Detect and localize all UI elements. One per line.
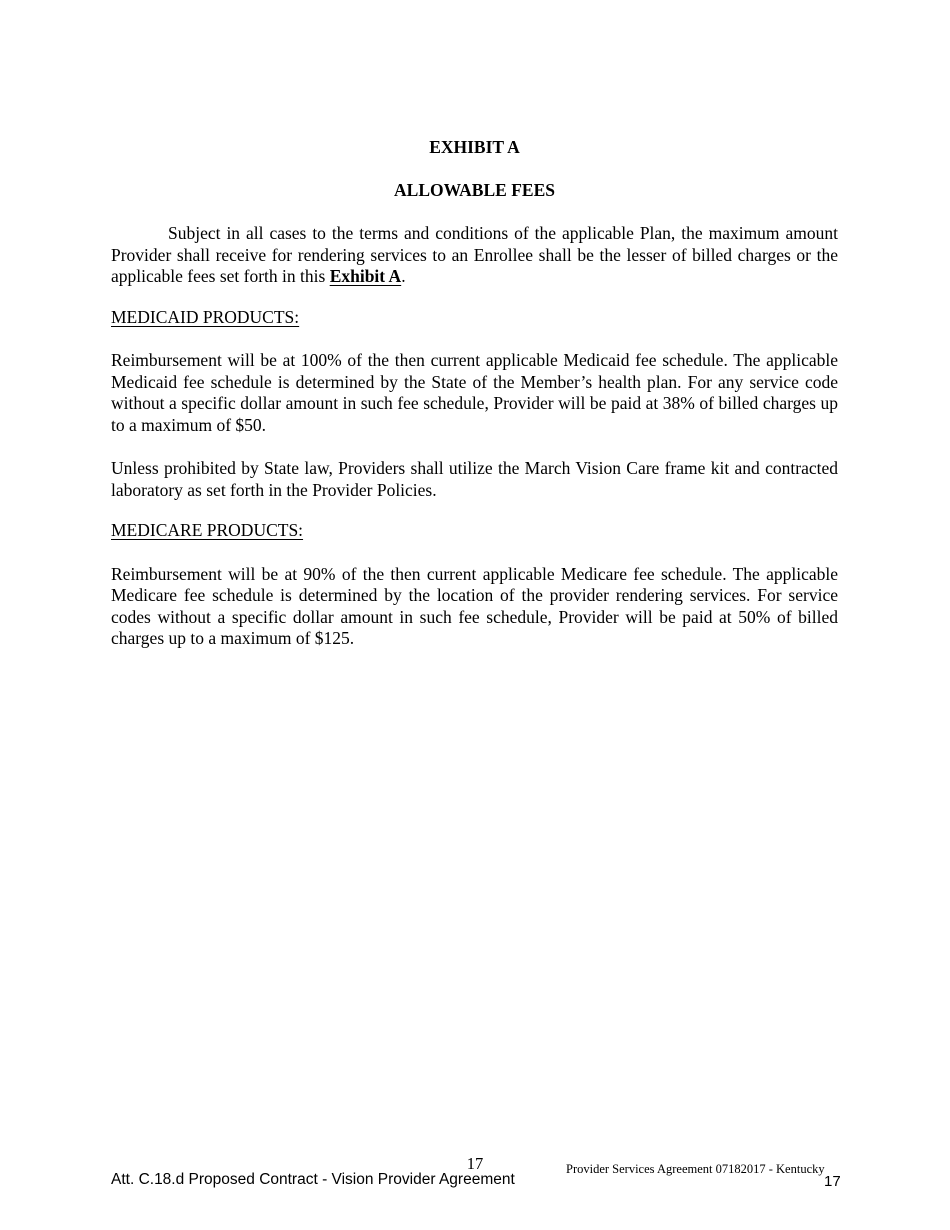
medicaid-paragraph-reimbursement: Reimbursement will be at 100% of the then current applicable Medicaid fee schedule. The applicable Medicaid fee schedule is determined by the State of the Member’s health plan. For any service code without a specific dollar amount in such fee schedule, Provider will be paid at 38% of billed charges up to a maximum of $50. [111, 350, 838, 435]
medicare-paragraph-reimbursement: Reimbursement will be at 90% of the then current applicable Medicare fee schedule. The applicable Medicare fee schedule is determined by the location of the provider rendering services. For service codes without a specific dollar amount in such fee schedule, Provider will be paid at 50% of billed charges up to a maximum of $125. [111, 563, 838, 648]
footer-agreement-label: Provider Services Agreement 07182017 - Kentucky [566, 1162, 825, 1176]
intro-text-before: Subject in all cases to the terms and conditions of the applicable Plan, the maximum amount Provider shall receive for rendering services to an Enrollee shall be the lesser of billed charges or the applicable fees set forth in this [111, 223, 838, 286]
medicaid-section-heading: MEDICAID PRODUCTS: [111, 306, 300, 327]
document-body [111, 137, 838, 650]
footer-page-number-center: 17 [466, 1154, 484, 1173]
intro-paragraph [111, 223, 838, 288]
footer-attachment-label: Att. C.18.d Proposed Contract - Vision Provider Agreement [111, 1171, 515, 1188]
exhibit-a-reference: Exhibit A [329, 266, 402, 286]
intro-text-after: . [401, 266, 406, 286]
allowable-fees-title: ALLOWABLE FEES [394, 179, 555, 200]
footer-page-number-right: 17 [824, 1173, 841, 1190]
medicare-section-heading: MEDICARE PRODUCTS: [111, 520, 304, 540]
medicaid-paragraph-frame-kit: Unless prohibited by State law, Providers shall utilize the March Vision Care frame kit and contracted laboratory as set forth in the Provider Policies. [111, 458, 838, 500]
exhibit-title: EXHIBIT A [429, 137, 520, 157]
